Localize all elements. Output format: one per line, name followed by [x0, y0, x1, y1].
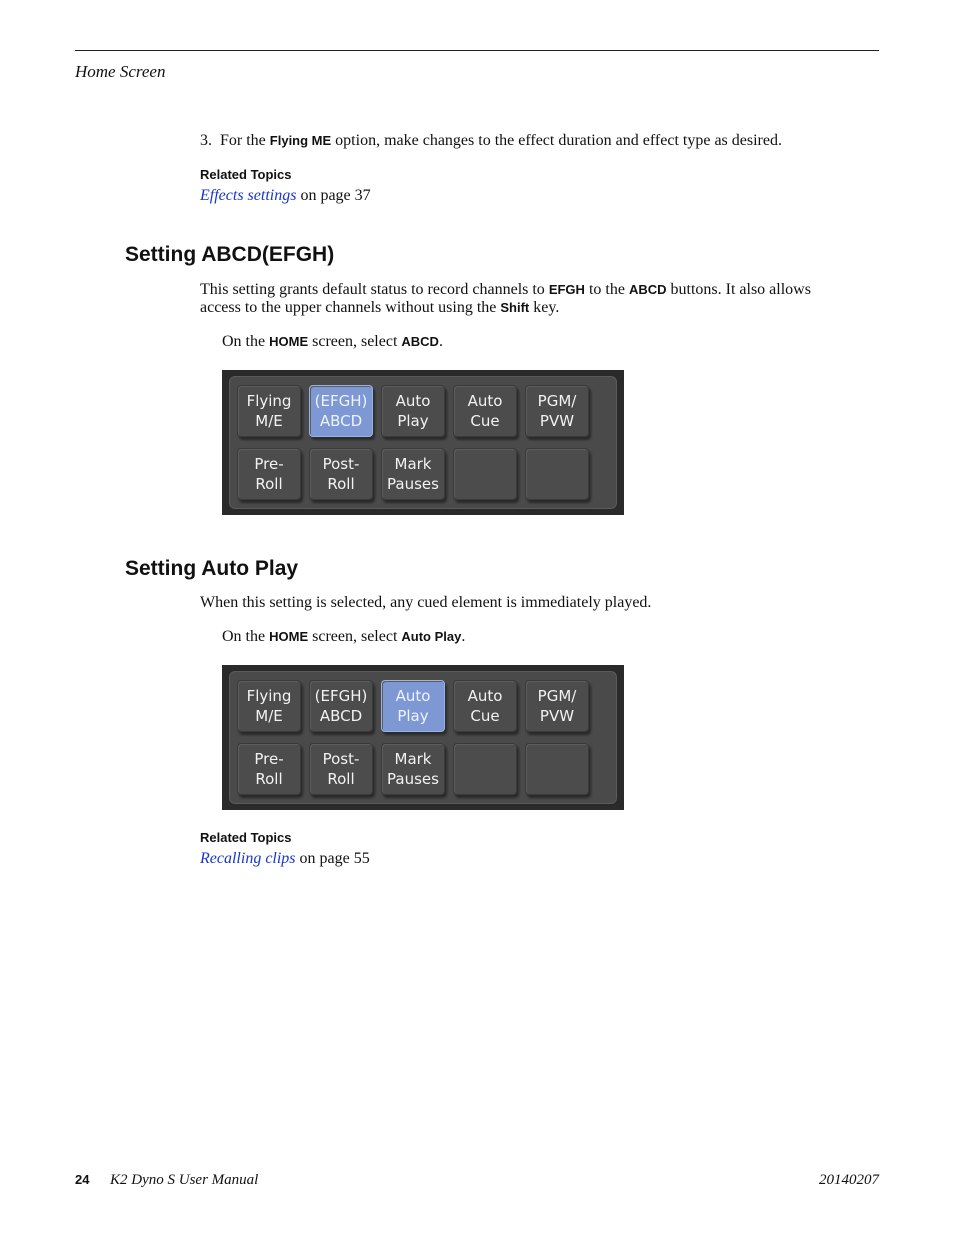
panel-button-empty[interactable]	[525, 448, 589, 500]
page-number: 24	[75, 1172, 90, 1187]
panel-button-empty[interactable]	[453, 448, 517, 500]
abcd-keyword: Shift	[500, 300, 530, 315]
panel-button-efgh-abcd[interactable]: (EFGH) ABCD	[309, 680, 373, 732]
section-title-abcd: Setting ABCD(EFGH)	[125, 243, 335, 266]
header-rule	[75, 50, 879, 51]
panel-button-empty[interactable]	[525, 743, 589, 795]
effects-settings-link[interactable]: Effects settings	[200, 187, 297, 204]
abcd-keyword: ABCD	[628, 282, 667, 297]
abcd-paragraph	[200, 281, 870, 299]
recalling-clips-link[interactable]: Recalling clips	[200, 850, 296, 867]
panel-button-efgh-abcd[interactable]: (EFGH) ABCD	[309, 385, 373, 437]
abcd-text: to the	[588, 281, 625, 298]
related-topics-heading: Related Topics	[200, 167, 292, 182]
panel-button-post-roll[interactable]: Post- Roll	[309, 743, 373, 795]
abcd-keyword: EFGH	[548, 282, 585, 297]
panel-button-empty[interactable]	[453, 743, 517, 795]
panel-button-pre-roll[interactable]: Pre- Roll	[237, 448, 301, 500]
instruction-keyword: Auto Play	[401, 629, 462, 644]
panel-button-pgm-pvw[interactable]: PGM/ PVW	[525, 680, 589, 732]
instruction-text: .	[438, 333, 443, 350]
step-keyword: Flying ME	[269, 133, 332, 148]
panel-button-auto-cue[interactable]: Auto Cue	[453, 385, 517, 437]
autoplay-paragraph: When this setting is selected, any cued element is immediately played.	[200, 594, 652, 611]
step-3	[200, 132, 782, 150]
instruction-keyword: HOME	[269, 334, 309, 349]
instruction-text: On the	[222, 628, 266, 645]
panel-button-auto-cue[interactable]: Auto Cue	[453, 680, 517, 732]
abcd-text: buttons. It also allows	[670, 281, 811, 298]
related-topic-page: on page 37	[300, 187, 371, 204]
step-number: 3.	[200, 132, 212, 149]
step-text-pre: For the	[220, 132, 266, 149]
step-text-post: option, make changes to the effect duration and effect type as desired.	[335, 132, 782, 149]
instruction-text: screen, select	[312, 628, 398, 645]
section-title-auto-play: Setting Auto Play	[125, 557, 299, 580]
instruction-keyword: HOME	[269, 629, 309, 644]
abcd-text: access to the upper channels without using the	[200, 299, 497, 316]
panel-button-pre-roll[interactable]: Pre- Roll	[237, 743, 301, 795]
panel-button-flying-m-e[interactable]: Flying M/E	[237, 385, 301, 437]
abcd-text: key.	[533, 299, 560, 316]
instruction-keyword: ABCD	[401, 334, 439, 349]
instruction-text: .	[461, 628, 466, 645]
panel-button-flying-m-e[interactable]: Flying M/E	[237, 680, 301, 732]
related-topic-page: on page 55	[299, 850, 370, 867]
instruction-text: screen, select	[312, 333, 398, 350]
running-header: Home Screen	[75, 62, 166, 81]
panel-button-auto-play[interactable]: Auto Play	[381, 385, 445, 437]
footer-date: 20140207	[819, 1172, 879, 1188]
panel-button-auto-play[interactable]: Auto Play	[381, 680, 445, 732]
related-topic-1	[200, 187, 371, 205]
home-screen-panel-auto-play	[222, 665, 624, 810]
related-topics-heading: Related Topics	[200, 830, 292, 845]
related-topic-2	[200, 850, 370, 868]
abcd-paragraph-line2	[200, 299, 559, 317]
home-screen-panel-abcd	[222, 370, 624, 515]
panel-button-pgm-pvw[interactable]: PGM/ PVW	[525, 385, 589, 437]
panel-button-mark-pauses[interactable]: Mark Pauses	[381, 448, 445, 500]
footer-manual-title: K2 Dyno S User Manual	[110, 1172, 259, 1188]
instruction-text: On the	[222, 333, 266, 350]
panel-button-post-roll[interactable]: Post- Roll	[309, 448, 373, 500]
abcd-instruction	[222, 333, 443, 351]
abcd-text: This setting grants default status to record channels to	[200, 281, 545, 298]
panel-button-mark-pauses[interactable]: Mark Pauses	[381, 743, 445, 795]
autoplay-instruction	[222, 628, 465, 646]
